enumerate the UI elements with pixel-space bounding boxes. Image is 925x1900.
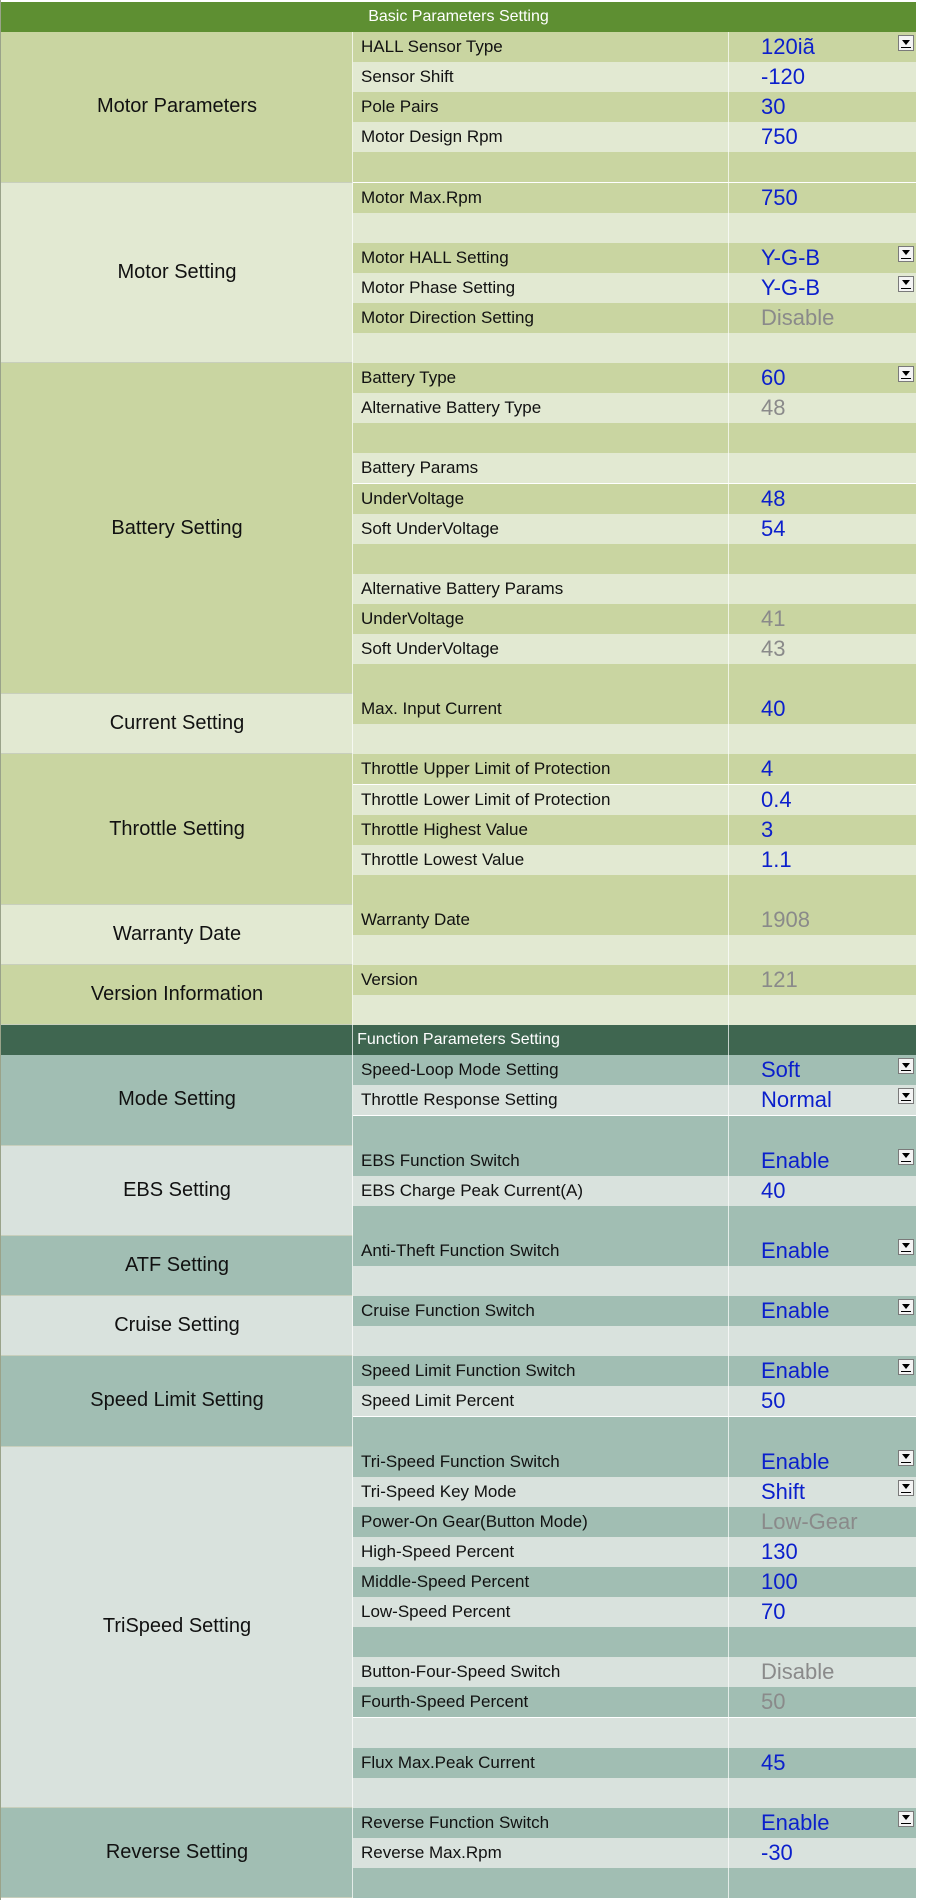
chevron-down-icon <box>902 1304 910 1309</box>
param-label: UnderVoltage <box>353 604 729 634</box>
param-value: 130 <box>761 1538 798 1564</box>
param-value: 4 <box>761 756 774 782</box>
underline-mark <box>901 1492 911 1493</box>
param-value: -30 <box>761 1839 793 1865</box>
param-value-field <box>729 1266 916 1296</box>
underline-mark <box>901 288 911 289</box>
param-label: Motor Max.Rpm <box>353 183 729 213</box>
param-value-field <box>729 423 916 453</box>
param-label: UnderVoltage <box>353 484 729 514</box>
param-label <box>353 995 729 1025</box>
param-value-field[interactable] <box>729 122 916 152</box>
chevron-down-icon <box>902 1364 910 1369</box>
param-value-field[interactable] <box>729 514 916 544</box>
param-value: 40 <box>761 696 786 722</box>
param-label <box>353 1326 729 1356</box>
param-value-field <box>729 905 916 935</box>
param-value: 1908 <box>761 906 810 932</box>
param-value: Normal <box>761 1087 832 1113</box>
param-label: Cruise Function Switch <box>353 1296 729 1326</box>
param-label <box>353 935 729 965</box>
param-value-field <box>729 965 916 995</box>
param-select[interactable] <box>729 1477 916 1507</box>
param-label <box>353 1718 729 1748</box>
chevron-down-icon <box>902 250 910 255</box>
param-label: Alternative Battery Params <box>353 574 729 604</box>
chevron-down-icon <box>902 1243 910 1248</box>
underline-mark <box>901 1251 911 1252</box>
param-select[interactable] <box>729 1236 916 1266</box>
column-divider <box>352 32 353 1898</box>
param-value: 60 <box>761 365 786 391</box>
param-label <box>353 1417 729 1447</box>
param-label <box>353 213 729 243</box>
dropdown-arrow-icon[interactable] <box>898 35 914 51</box>
underline-mark <box>901 1462 911 1463</box>
param-select[interactable] <box>729 1447 916 1477</box>
param-label: Throttle Lowest Value <box>353 845 729 875</box>
chevron-down-icon <box>902 1153 910 1158</box>
param-value: 45 <box>761 1749 786 1775</box>
param-value: Shift <box>761 1478 806 1504</box>
dropdown-arrow-icon[interactable] <box>898 1239 914 1255</box>
param-value-field[interactable] <box>729 1386 916 1416</box>
group-title: Cruise Setting <box>1 1296 353 1356</box>
param-value: 70 <box>761 1599 786 1625</box>
param-value-field <box>729 1326 916 1356</box>
param-value-field[interactable] <box>729 484 916 514</box>
param-value-field <box>729 1868 916 1898</box>
param-label: Soft UnderVoltage <box>353 514 729 544</box>
param-label: Throttle Response Setting <box>353 1085 729 1115</box>
underline-mark <box>901 1823 911 1824</box>
param-label: Version <box>353 965 729 995</box>
param-label: Pole Pairs <box>353 92 729 122</box>
param-value-field[interactable] <box>729 754 916 784</box>
param-value-field <box>729 1116 916 1146</box>
param-value: Enable <box>761 1147 830 1173</box>
param-label: Throttle Highest Value <box>353 815 729 845</box>
dropdown-arrow-icon[interactable] <box>898 1450 914 1466</box>
param-label: Warranty Date <box>353 905 729 935</box>
group-title: Mode Setting <box>1 1055 353 1145</box>
param-label: Motor HALL Setting <box>353 243 729 273</box>
param-value-field <box>729 574 916 604</box>
dropdown-arrow-icon[interactable] <box>898 366 914 382</box>
section-header: Function Parameters Setting <box>1 1025 916 1055</box>
param-label: Button-Four-Speed Switch <box>353 1657 729 1687</box>
underline-mark <box>901 1070 911 1071</box>
param-value: 48 <box>761 395 786 421</box>
chevron-down-icon <box>902 1063 910 1068</box>
param-label <box>353 664 729 694</box>
param-value: Enable <box>761 1448 830 1474</box>
param-value-field <box>729 1417 916 1447</box>
underline-mark <box>901 258 911 259</box>
param-value-field[interactable] <box>729 845 916 875</box>
param-value-field[interactable] <box>729 62 916 92</box>
dropdown-arrow-icon[interactable] <box>898 1480 914 1496</box>
param-value-field <box>729 303 916 333</box>
param-value-field <box>729 664 916 694</box>
param-value: 48 <box>761 485 786 511</box>
param-label: Power-On Gear(Button Mode) <box>353 1507 729 1537</box>
param-label <box>353 1206 729 1236</box>
param-value: Disable <box>761 304 835 330</box>
param-select[interactable] <box>729 1085 916 1115</box>
param-value-field[interactable] <box>729 1537 916 1567</box>
param-value-field <box>729 393 916 423</box>
chevron-down-icon <box>902 40 910 45</box>
param-value: Enable <box>761 1237 830 1263</box>
param-value-field[interactable] <box>729 815 916 845</box>
param-label: Fourth-Speed Percent <box>353 1687 729 1717</box>
param-label: Reverse Function Switch <box>353 1808 729 1838</box>
param-value: Soft <box>761 1057 801 1083</box>
param-value-field <box>729 724 916 754</box>
param-label: Tri-Speed Key Mode <box>353 1477 729 1507</box>
param-value: Low-Gear <box>761 1508 858 1534</box>
param-label: Sensor Shift <box>353 62 729 92</box>
param-label: Soft UnderVoltage <box>353 634 729 664</box>
param-value: 3 <box>761 816 774 842</box>
group-title: Speed Limit Setting <box>1 1356 353 1446</box>
param-label: Speed Limit Percent <box>353 1386 729 1416</box>
section-header: Basic Parameters Setting <box>1 2 916 32</box>
param-select[interactable] <box>729 1146 916 1176</box>
underline-mark <box>901 47 911 48</box>
param-label: Max. Input Current <box>353 694 729 724</box>
chevron-down-icon <box>902 1484 910 1489</box>
underline-mark <box>901 1100 911 1101</box>
param-select[interactable] <box>729 1055 916 1085</box>
param-label: Reverse Max.Rpm <box>353 1838 729 1868</box>
param-value-field <box>729 1507 916 1537</box>
param-label <box>353 1266 729 1296</box>
param-value-field[interactable] <box>729 1176 916 1206</box>
group-title: Current Setting <box>1 694 353 754</box>
param-label: Alternative Battery Type <box>353 393 729 423</box>
param-select[interactable] <box>729 273 916 303</box>
param-value: 750 <box>761 124 798 150</box>
param-value-field <box>729 634 916 664</box>
param-value-field <box>729 995 916 1025</box>
chevron-down-icon <box>902 1093 910 1098</box>
param-label: Motor Direction Setting <box>353 303 729 333</box>
param-label: HALL Sensor Type <box>353 32 729 62</box>
group-title: Motor Parameters <box>1 32 353 183</box>
group-title: Reverse Setting <box>1 1808 353 1898</box>
param-value: 50 <box>761 1689 786 1715</box>
param-select[interactable] <box>729 1296 916 1326</box>
param-value: 41 <box>761 605 786 631</box>
param-value-field <box>729 1627 916 1657</box>
param-value-field <box>729 604 916 634</box>
dropdown-arrow-icon[interactable] <box>898 276 914 292</box>
param-value-field <box>729 1206 916 1236</box>
param-value-field <box>729 1687 916 1717</box>
param-value-field <box>729 1778 916 1808</box>
dropdown-arrow-icon[interactable] <box>898 1299 914 1315</box>
underline-mark <box>901 1371 911 1372</box>
param-value: 54 <box>761 515 786 541</box>
param-label: Motor Phase Setting <box>353 273 729 303</box>
param-select[interactable] <box>729 363 916 393</box>
param-value: Enable <box>761 1809 830 1835</box>
param-label <box>353 333 729 363</box>
chevron-down-icon <box>902 1815 910 1820</box>
param-value: 30 <box>761 94 786 120</box>
param-label: Tri-Speed Function Switch <box>353 1447 729 1477</box>
param-value-field[interactable] <box>729 1567 916 1597</box>
param-label: Speed Limit Function Switch <box>353 1356 729 1386</box>
param-value-field[interactable] <box>729 183 916 213</box>
param-value-field[interactable] <box>729 1597 916 1627</box>
dropdown-arrow-icon[interactable] <box>898 246 914 262</box>
param-value-field <box>729 1718 916 1748</box>
param-label <box>353 1868 729 1898</box>
param-value: 1.1 <box>761 846 792 872</box>
underline-mark <box>901 1311 911 1312</box>
dropdown-arrow-icon[interactable] <box>898 1811 914 1827</box>
param-value-field <box>729 333 916 363</box>
param-label: Anti-Theft Function Switch <box>353 1236 729 1266</box>
param-label: High-Speed Percent <box>353 1537 729 1567</box>
group-title: Battery Setting <box>1 363 353 694</box>
param-label: Motor Design Rpm <box>353 122 729 152</box>
chevron-down-icon <box>902 280 910 285</box>
param-label: Speed-Loop Mode Setting <box>353 1055 729 1085</box>
param-label: Battery Params <box>353 453 729 483</box>
param-value: 750 <box>761 184 798 210</box>
param-value-field <box>729 544 916 574</box>
param-label <box>353 544 729 574</box>
param-value-field <box>729 1657 916 1687</box>
param-select[interactable] <box>729 1356 916 1386</box>
param-label: Battery Type <box>353 363 729 393</box>
param-label: Throttle Lower Limit of Protection <box>353 785 729 815</box>
param-value: 50 <box>761 1388 786 1414</box>
param-value: 120iã <box>761 34 815 60</box>
param-value: Y-G-B <box>761 274 821 300</box>
param-label <box>353 1116 729 1146</box>
group-title: TriSpeed Setting <box>1 1447 353 1808</box>
param-value-field[interactable] <box>729 92 916 122</box>
param-value-field <box>729 453 916 483</box>
underline-mark <box>901 1161 911 1162</box>
param-select[interactable] <box>729 243 916 273</box>
param-label <box>353 724 729 754</box>
param-value-field[interactable] <box>729 694 916 724</box>
param-value: Enable <box>761 1358 830 1384</box>
group-title: Warranty Date <box>1 905 353 965</box>
param-select[interactable] <box>729 1808 916 1838</box>
param-value: Enable <box>761 1298 830 1324</box>
chevron-down-icon <box>902 371 910 376</box>
param-value-field <box>729 152 916 182</box>
param-label: Throttle Upper Limit of Protection <box>353 754 729 784</box>
column-divider <box>728 32 729 1898</box>
param-label <box>353 1778 729 1808</box>
underline-mark <box>901 378 911 379</box>
param-value-field <box>729 213 916 243</box>
param-value: 100 <box>761 1569 798 1595</box>
param-label <box>353 875 729 905</box>
param-value-field[interactable] <box>729 1838 916 1868</box>
param-value: 0.4 <box>761 786 792 812</box>
group-title: ATF Setting <box>1 1236 353 1296</box>
param-value: Disable <box>761 1659 835 1685</box>
group-title: EBS Setting <box>1 1146 353 1236</box>
dropdown-arrow-icon[interactable] <box>898 1359 914 1375</box>
param-value: -120 <box>761 64 806 90</box>
param-value: 40 <box>761 1177 786 1203</box>
param-label: EBS Charge Peak Current(A) <box>353 1176 729 1206</box>
param-value-field <box>729 875 916 905</box>
group-title: Motor Setting <box>1 183 353 364</box>
param-label <box>353 423 729 453</box>
param-label <box>353 1627 729 1657</box>
chevron-down-icon <box>902 1454 910 1459</box>
param-label: Flux Max.Peak Current <box>353 1748 729 1778</box>
param-value: 43 <box>761 636 786 662</box>
param-value-field[interactable] <box>729 1748 916 1778</box>
group-title: Throttle Setting <box>1 754 353 905</box>
param-label: Low-Speed Percent <box>353 1597 729 1627</box>
param-select[interactable] <box>729 32 916 62</box>
dropdown-arrow-icon[interactable] <box>898 1088 914 1104</box>
dropdown-arrow-icon[interactable] <box>898 1058 914 1074</box>
param-label: EBS Function Switch <box>353 1146 729 1176</box>
param-label <box>353 152 729 182</box>
dropdown-arrow-icon[interactable] <box>898 1149 914 1165</box>
param-value: 121 <box>761 967 798 993</box>
param-value: Y-G-B <box>761 244 821 270</box>
param-value-field[interactable] <box>729 785 916 815</box>
param-value-field <box>729 935 916 965</box>
group-title: Version Information <box>1 965 353 1025</box>
param-label: Middle-Speed Percent <box>353 1567 729 1597</box>
